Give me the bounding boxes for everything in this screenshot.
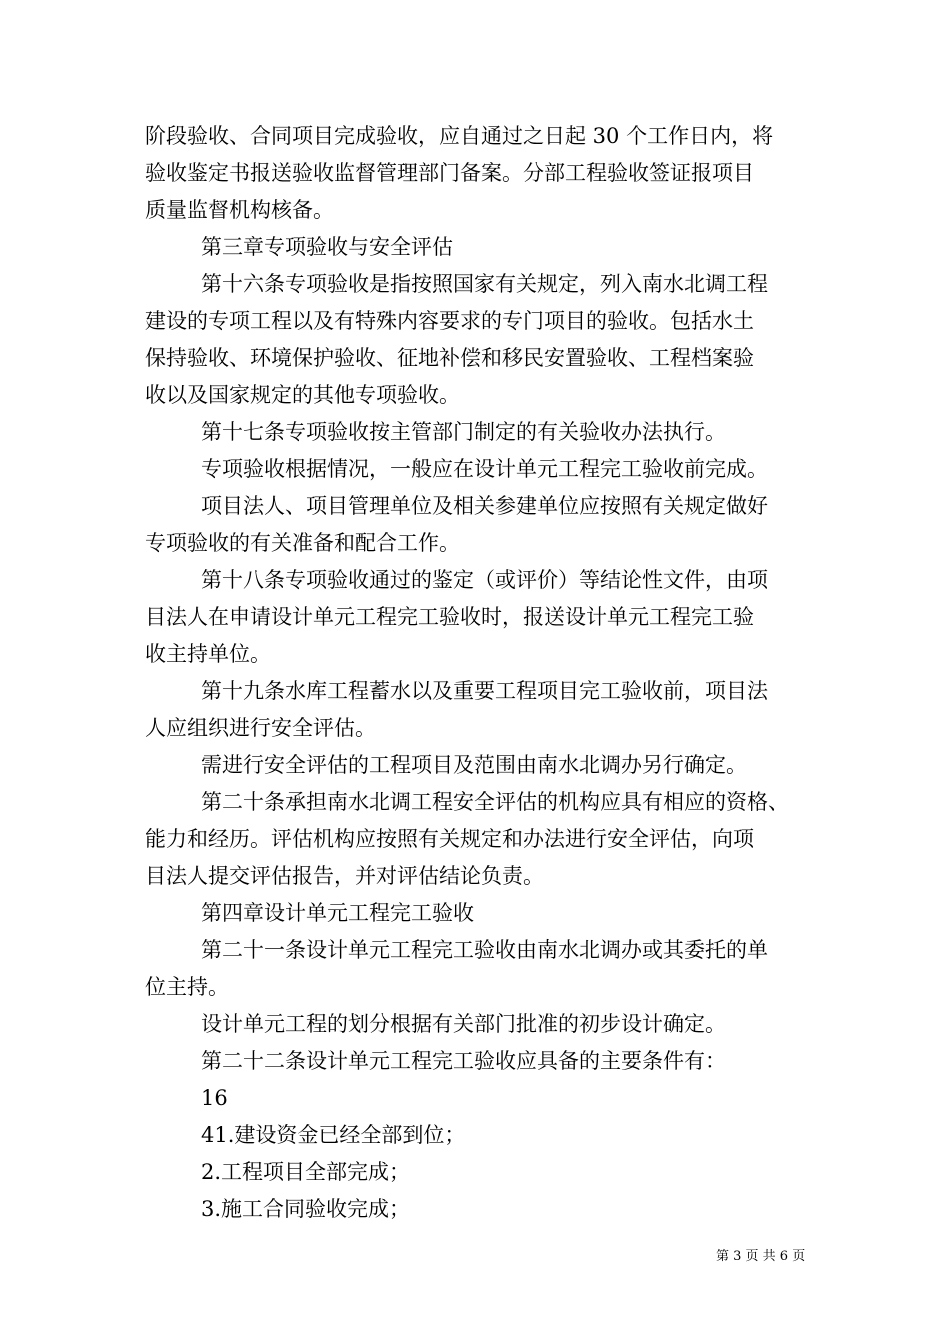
text-line: 收以及国家规定的其他专项验收。 xyxy=(145,383,460,407)
text-line: 16 xyxy=(201,1086,228,1110)
text-line: 第十八条专项验收通过的鉴定（或评价）等结论性文件，由项 xyxy=(201,568,768,592)
text-line: 第二十二条设计单元工程完工验收应具备的主要条件有： xyxy=(201,1049,726,1073)
text-line: 需进行安全评估的工程项目及范围由南水北调办另行确定。 xyxy=(201,753,747,777)
text-line: 人应组织进行安全评估。 xyxy=(145,716,376,740)
text-line: 专项验收根据情况，一般应在设计单元工程完工验收前完成。 xyxy=(201,457,768,481)
text-line: 保持验收、环境保护验收、征地补偿和移民安置验收、工程档案验 xyxy=(145,346,754,370)
text-line: 专项验收的有关准备和配合工作。 xyxy=(145,531,460,555)
chapter-heading: 第三章专项验收与安全评估 xyxy=(201,235,453,259)
text-line: 阶段验收、合同项目完成验收，应自通过之日起 30 个工作日内，将 xyxy=(145,124,774,148)
page-number: 第 3 页 共 6 页 xyxy=(716,1249,806,1264)
text-line: 能力和经历。评估机构应按照有关规定和办法进行安全评估，向项 xyxy=(145,827,754,851)
list-item: 2.工程项目全部完成； xyxy=(201,1160,411,1184)
chapter-heading: 第四章设计单元工程完工验收 xyxy=(201,901,474,925)
text-line: 位主持。 xyxy=(145,975,229,999)
text-line: 收主持单位。 xyxy=(145,642,271,666)
text-line: 第二十条承担南水北调工程安全评估的机构应具有相应的资格、 xyxy=(201,790,789,814)
text-line: 第十七条专项验收按主管部门制定的有关验收办法执行。 xyxy=(201,420,726,444)
text-line: 建设的专项工程以及有特殊内容要求的专门项目的验收。包括水土 xyxy=(145,309,754,333)
text-line: 第十九条水库工程蓄水以及重要工程项目完工验收前，项目法 xyxy=(201,679,768,703)
list-item: 41.建设资金已经全部到位； xyxy=(201,1123,466,1147)
list-item: 3.施工合同验收完成； xyxy=(201,1197,411,1221)
text-line: 第十六条专项验收是指按照国家有关规定，列入南水北调工程 xyxy=(201,272,768,296)
text-line: 验收鉴定书报送验收监督管理部门备案。分部工程验收签证报项目 xyxy=(145,161,754,185)
text-line: 项目法人、项目管理单位及相关参建单位应按照有关规定做好 xyxy=(201,494,768,518)
text-line: 目法人在申请设计单元工程完工验收时，报送设计单元工程完工验 xyxy=(145,605,754,629)
text-line: 质量监督机构核备。 xyxy=(145,198,334,222)
text-line: 设计单元工程的划分根据有关部门批准的初步设计确定。 xyxy=(201,1012,726,1036)
text-line: 第二十一条设计单元工程完工验收由南水北调办或其委托的单 xyxy=(201,938,768,962)
text-line: 目法人提交评估报告，并对评估结论负责。 xyxy=(145,864,544,888)
